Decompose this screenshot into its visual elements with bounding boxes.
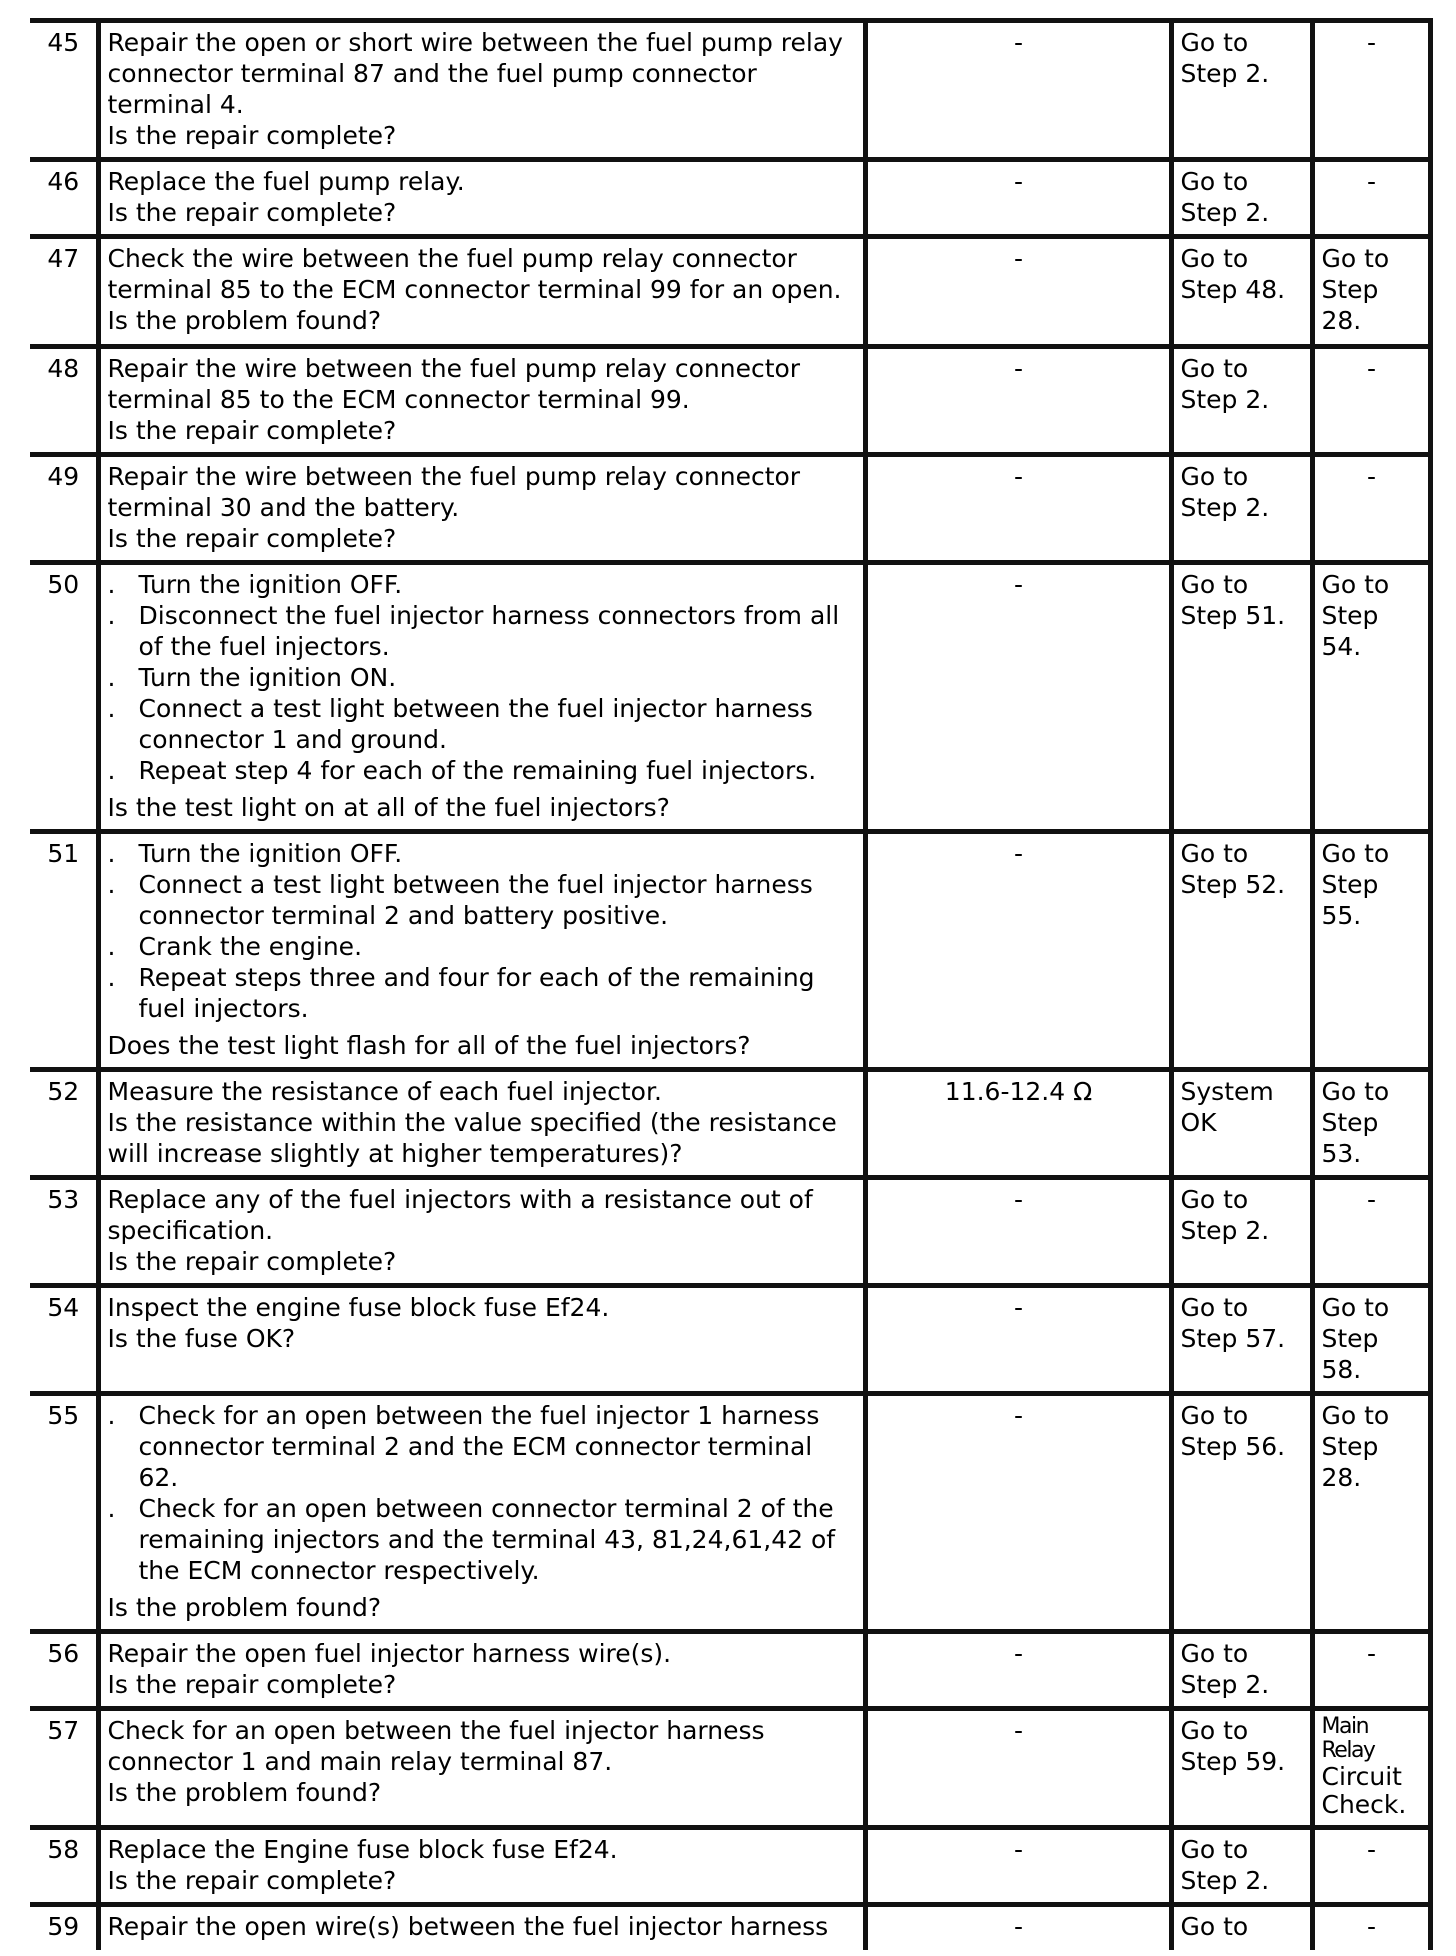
bullet-marker: . xyxy=(107,1494,116,1523)
table-row xyxy=(30,455,1430,563)
action-step-text: Repeat step 4 for each of the remaining fuel injectors. xyxy=(138,756,817,785)
action-step-item xyxy=(108,693,857,755)
action-cell xyxy=(98,1178,865,1286)
step-number: 59 xyxy=(30,1905,98,1950)
table-row xyxy=(30,1070,1430,1178)
value-cell: - xyxy=(865,160,1171,237)
action-step-text: Check for an open between the fuel injector 1 harness connector terminal 2 and the ECM connector terminal 62. xyxy=(138,1401,820,1492)
action-steps-list xyxy=(108,1400,857,1586)
table-row xyxy=(30,21,1430,160)
table-row xyxy=(30,1632,1430,1709)
action-text: Check the wire between the fuel pump relay connector terminal 85 to the ECM connector terminal 99 for an open. xyxy=(107,244,842,304)
action-step-text: Disconnect the fuel injector harness connectors from all of the fuel injectors. xyxy=(138,601,840,661)
action-text: Repair the open or short wire between the fuel pump relay connector terminal 87 and the fuel pump connector terminal 4. xyxy=(107,28,843,119)
action-step-text: Connect a test light between the fuel injector harness connector terminal 2 and battery positive. xyxy=(138,870,813,930)
yes-cell: Go to Step 56. xyxy=(1171,1394,1312,1632)
action-text: Replace the Engine fuse block fuse Ef24. xyxy=(107,1835,618,1864)
bullet-marker: . xyxy=(107,1401,116,1430)
step-number: 57 xyxy=(30,1709,98,1828)
question-text: Is the problem found? xyxy=(107,1593,382,1622)
action-step-text: Check for an open between connector terminal 2 of the remaining injectors and the terminal 43, 81,24,61,42 of the ECM connector respectively. xyxy=(138,1494,836,1585)
step-number: 49 xyxy=(30,455,98,563)
table-row xyxy=(30,1178,1430,1286)
value-cell: - xyxy=(865,21,1171,160)
action-step-text: Turn the ignition OFF. xyxy=(138,839,403,868)
step-number: 56 xyxy=(30,1632,98,1709)
bullet-marker: . xyxy=(107,870,116,899)
value-cell: - xyxy=(865,1828,1171,1905)
bullet-marker: . xyxy=(107,756,116,785)
value-cell: - xyxy=(865,1632,1171,1709)
action-cell xyxy=(98,21,865,160)
action-cell xyxy=(98,1632,865,1709)
question-text: Is the repair complete? xyxy=(107,198,397,227)
question-text: Is the repair complete? xyxy=(107,1670,397,1699)
value-cell: - xyxy=(865,1394,1171,1632)
yes-cell: Go to Step 57. xyxy=(1171,1286,1312,1394)
no-cell: - xyxy=(1312,1632,1430,1709)
no-cell: Go to Step 28. xyxy=(1312,1394,1430,1632)
question-text: Is the repair complete? xyxy=(107,121,397,150)
action-text: Check for an open between the fuel injector harness connector 1 and main relay terminal 87. xyxy=(107,1716,765,1776)
action-text: Replace any of the fuel injectors with a resistance out of specification. xyxy=(107,1185,813,1245)
value-cell: - xyxy=(865,237,1171,347)
table-row xyxy=(30,1828,1430,1905)
step-number: 52 xyxy=(30,1070,98,1178)
action-text: Repair the wire between the fuel pump relay connector terminal 30 and the battery. xyxy=(107,462,801,522)
yes-cell: Go to Step 2. xyxy=(1171,21,1312,160)
no-cell: Go to Step 55. xyxy=(1312,832,1430,1070)
step-number: 55 xyxy=(30,1394,98,1632)
value-cell: 11.6-12.4 Ω xyxy=(865,1070,1171,1178)
value-cell: - xyxy=(865,347,1171,455)
action-text: Repair the wire between the fuel pump relay connector terminal 85 to the ECM connector terminal 99. xyxy=(107,354,801,414)
step-number: 54 xyxy=(30,1286,98,1394)
question-text: Does the test light flash for all of the fuel injectors? xyxy=(107,1031,751,1060)
action-step-item xyxy=(108,869,857,931)
yes-cell: Go to Step 2. xyxy=(1171,455,1312,563)
bullet-marker: . xyxy=(107,601,116,630)
action-cell xyxy=(98,1394,865,1632)
action-text: Inspect the engine fuse block fuse Ef24. xyxy=(107,1293,610,1322)
step-number: 47 xyxy=(30,237,98,347)
no-cell: - xyxy=(1312,347,1430,455)
action-step-text: Connect a test light between the fuel injector harness connector 1 and ground. xyxy=(138,694,813,754)
no-cell: - xyxy=(1312,21,1430,160)
action-cell xyxy=(98,1828,865,1905)
question-text: Is the problem found? xyxy=(107,1778,382,1807)
value-cell: - xyxy=(865,1709,1171,1828)
action-step-item xyxy=(108,755,857,786)
action-steps-list xyxy=(108,569,857,786)
action-step-text: Turn the ignition OFF. xyxy=(138,570,403,599)
action-cell xyxy=(98,1070,865,1178)
no-cell: - xyxy=(1312,455,1430,563)
action-step-text: Crank the engine. xyxy=(138,932,363,961)
table-row xyxy=(30,1709,1430,1828)
step-number: 46 xyxy=(30,160,98,237)
no-cell: Go to Step 28. xyxy=(1312,237,1430,347)
step-number: 48 xyxy=(30,347,98,455)
no-cell: - xyxy=(1312,1828,1430,1905)
value-cell: - xyxy=(865,455,1171,563)
action-cell xyxy=(98,237,865,347)
question-text: Is the repair complete? xyxy=(107,524,397,553)
action-step-item xyxy=(108,962,857,1024)
yes-cell: Go to Step 51. xyxy=(1171,563,1312,832)
table-row xyxy=(30,1286,1430,1394)
action-text: Is the resistance within the value specified (the resistance will increase slightly at higher temperatures)? xyxy=(107,1108,837,1168)
yes-cell: Go to Step 2. xyxy=(1171,1178,1312,1286)
no-text-line: Main Relay xyxy=(1321,1714,1375,1763)
table-row xyxy=(30,237,1430,347)
yes-cell: Go to Step 2. xyxy=(1171,160,1312,237)
step-number: 51 xyxy=(30,832,98,1070)
bullet-marker: . xyxy=(107,963,116,992)
bullet-marker: . xyxy=(107,839,116,868)
action-cell xyxy=(98,1286,865,1394)
yes-cell: Go to Step 2. xyxy=(1171,1828,1312,1905)
no-text-line: Check. xyxy=(1321,1790,1407,1819)
table-row xyxy=(30,1905,1430,1950)
action-step-item xyxy=(108,1493,857,1586)
no-cell: Go to Step 58. xyxy=(1312,1286,1430,1394)
diagnostic-table-body xyxy=(30,21,1430,1950)
action-step-item xyxy=(108,931,857,962)
question-text: Is the fuse OK? xyxy=(107,1324,296,1353)
action-cell xyxy=(98,1905,865,1950)
action-step-item xyxy=(108,838,857,869)
yes-cell: Go to Step 2. xyxy=(1171,1632,1312,1709)
diagnostic-table xyxy=(30,18,1433,1950)
action-step-item xyxy=(108,569,857,600)
action-step-item xyxy=(108,600,857,662)
action-text: Repair the open fuel injector harness wire(s). xyxy=(107,1639,672,1668)
table-row xyxy=(30,1394,1430,1632)
value-cell: - xyxy=(865,1286,1171,1394)
no-cell: - xyxy=(1312,1178,1430,1286)
no-cell: Go to Step 54. xyxy=(1312,563,1430,832)
no-cell: - xyxy=(1312,1905,1430,1950)
bullet-marker: . xyxy=(107,694,116,723)
bullet-marker: . xyxy=(107,663,116,692)
step-number: 45 xyxy=(30,21,98,160)
step-number: 50 xyxy=(30,563,98,832)
value-cell: - xyxy=(865,563,1171,832)
question-text: Is the repair complete? xyxy=(107,416,397,445)
yes-cell: Go to Step 52. xyxy=(1171,832,1312,1070)
yes-cell: Go to Step 59. xyxy=(1171,1709,1312,1828)
action-cell xyxy=(98,160,865,237)
action-step-item xyxy=(108,1400,857,1493)
yes-cell: Go to Step 2. xyxy=(1171,347,1312,455)
action-steps-list xyxy=(108,838,857,1024)
action-cell xyxy=(98,832,865,1070)
value-cell: - xyxy=(865,1178,1171,1286)
yes-cell: Go to xyxy=(1171,1905,1312,1950)
question-text: Is the test light on at all of the fuel injectors? xyxy=(107,793,670,822)
question-text: Is the repair complete? xyxy=(107,1247,397,1276)
table-row xyxy=(30,347,1430,455)
step-number: 58 xyxy=(30,1828,98,1905)
no-text-line: Circuit xyxy=(1321,1762,1402,1791)
yes-cell: Go to Step 48. xyxy=(1171,237,1312,347)
action-step-text: Turn the ignition ON. xyxy=(138,663,397,692)
no-cell: Go to Step 53. xyxy=(1312,1070,1430,1178)
table-row xyxy=(30,160,1430,237)
action-cell xyxy=(98,1709,865,1828)
step-number: 53 xyxy=(30,1178,98,1286)
yes-cell: System OK xyxy=(1171,1070,1312,1178)
no-cell: - xyxy=(1312,160,1430,237)
value-cell: - xyxy=(865,1905,1171,1950)
action-cell xyxy=(98,455,865,563)
diagnostic-table-container xyxy=(30,18,1430,1950)
question-text: Is the repair complete? xyxy=(107,1866,397,1895)
action-step-text: Repeat steps three and four for each of the remaining fuel injectors. xyxy=(138,963,815,1023)
action-step-item xyxy=(108,662,857,693)
action-text: Measure the resistance of each fuel injector. xyxy=(107,1077,662,1106)
table-row xyxy=(30,563,1430,832)
bullet-marker: . xyxy=(107,932,116,961)
question-text: Is the problem found? xyxy=(107,306,382,335)
action-cell xyxy=(98,347,865,455)
action-cell xyxy=(98,563,865,832)
action-text: Repair the open wire(s) between the fuel injector harness xyxy=(107,1912,829,1941)
table-row xyxy=(30,832,1430,1070)
action-text: Replace the fuel pump relay. xyxy=(107,167,465,196)
no-cell xyxy=(1312,1709,1430,1828)
bullet-marker: . xyxy=(107,570,116,599)
value-cell: - xyxy=(865,832,1171,1070)
